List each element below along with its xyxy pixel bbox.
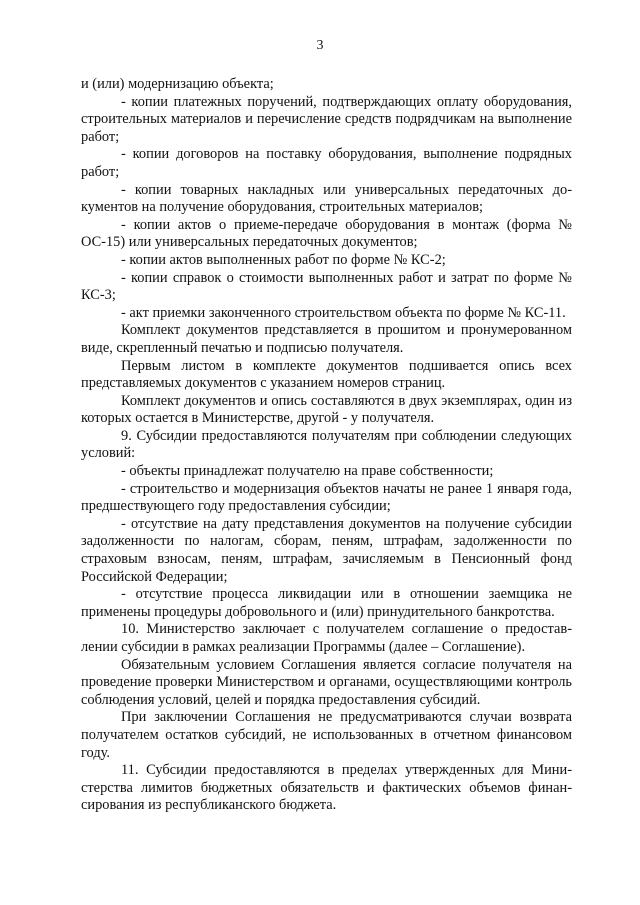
paragraph: 10. Министерство заключает с получателем соглашение о предоставлении субсидии в рамках реализации Программы (далее – Соглашение). — [81, 621, 572, 655]
paragraph: - объекты принадлежат получателю на праве собственности; — [121, 463, 494, 480]
paragraph: - акт приемки законченного строительством объекта по форме № КС-11. — [121, 304, 566, 321]
paragraph: - копии справок о стоимости выполненных работ и затрат по форме № КС-3; — [81, 269, 572, 304]
paragraph: - строительство и модернизация объектов начаты не ранее 1 января года, предшествующего году предоставления субсидии; — [81, 480, 572, 515]
paragraph: - отсутствие на дату представления документов на получение субсидии задолженности по налогам, сборам, пеням, штрафам, задолженности по страховым взносам, пеням, штрафам, зачисляемым в Пенсионный фонд Российской Федерации; — [81, 515, 572, 585]
paragraph: Комплект документов и опись составляются в двух экземплярах, один из которых остается в Министерстве, другой - у получателя. — [81, 392, 572, 427]
paragraph: и (или) модернизацию объекта; — [81, 76, 274, 92]
paragraph: При заключении Соглашения не предусматриваются случаи возврата получателем остатков субсидий, не использованных в отчетном финансовом году. — [81, 709, 572, 761]
paragraph: 11. Субсидии предоставляются в пределах утвержденных для Министерства лимитов бюджетных обязательств и фактических объемов финансирования из республиканского бюджета. — [81, 762, 572, 814]
paragraph: - копии товарных накладных или универсальных передаточных документов на получение оборудования, строительных материалов; — [81, 181, 572, 216]
paragraph: - отсутствие процесса ликвидации или в отношении заемщика не применены процедуры добровольного и (или) принудительного банкротства. — [81, 586, 572, 620]
paragraph: - копии актов о приеме-передаче оборудования в монтаж (форма № ОС-15) или универсальных передаточных документов; — [81, 216, 572, 251]
paragraph: 9. Субсидии предоставляются получателям при соблюдении следующих условий: — [81, 427, 572, 462]
paragraph: Первым листом в комплекте документов подшивается опись всех представляемых документов с указанием номеров страниц. — [81, 357, 572, 392]
page-number: 3 — [316, 38, 324, 53]
paragraph: - копии актов выполненных работ по форме № КС-2; — [121, 251, 446, 268]
paragraph: Обязательным условием Соглашения является согласие получателя на проведение проверки Министерством и органами, осуществляющими контроль соблюдения условий, целей и порядка предоставления субсидий. — [81, 656, 572, 708]
document-body — [81, 76, 572, 815]
paragraph: - копии договоров на поставку оборудования, выполнение подрядных работ; — [81, 146, 572, 180]
paragraph: Комплект документов представляется в прошитом и пронумерованном виде, скрепленный печатью и подписью получателя. — [81, 322, 572, 356]
paragraph: - копии платежных поручений, подтверждающих оплату оборудования, строительных материалов и перечисление средств подрядчикам на выполнение работ; — [81, 93, 572, 145]
